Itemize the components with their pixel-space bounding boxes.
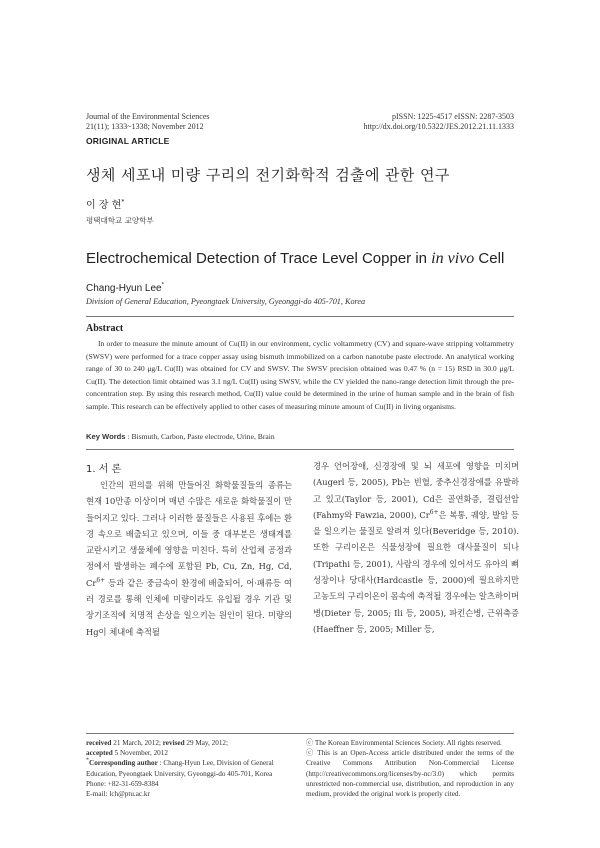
body-right-sup: 6+ <box>429 509 439 517</box>
accepted-line <box>86 748 291 758</box>
body-left-text-2: 등과 같은 중금속이 환경에 배출되어, 어·패류등 여러 경로를 통해 인체에 미량이라도 유입될 경우 기관 및 장기조직에 치명적 손상을 일으키는 원인이 된다. 미량의 Hg이 체내에 축적될 <box>86 577 292 637</box>
section-heading-introduction: 1. 서 론 <box>86 464 122 475</box>
korean-title: 생체 세포내 미량 구리의 전기화학적 검출에 관한 연구 <box>86 166 450 184</box>
body-right-text-1: 경우 언어장애, 신경장애 및 뇌 세포에 영향을 미치며(Augerl 등, 2005), Pb는 빈혈, 중추신경장애를 유발하고 있고(Taylor 등, 2001), Cd은 골연화증, 결립선암(Fahmy와 Fawzia, 2000), Cr <box>313 461 519 520</box>
korean-affiliation: 평택대학교 교양학부 <box>86 216 154 225</box>
revised-label: revised <box>162 739 185 747</box>
footnote-left <box>86 738 291 799</box>
keywords-text: : Bismuth, Carbon, Paste electrode, Urine, Brain <box>125 432 275 441</box>
korean-author-mark: * <box>121 198 125 206</box>
english-author <box>86 283 164 294</box>
keywords-label: Key Words <box>86 432 126 441</box>
body-left-sup: 6+ <box>96 577 106 585</box>
license-notice: ⓒ This is an Open-Access article distributed under the terms of the Creative Commons Attribution Non-Commercial License (http://creativecommons.org/licenses/by-nc/3.0) which permits unrestricted non-commercial use, distribution, and reproduction in any medium, provided the original work is properly cited. <box>306 749 514 799</box>
phone: Phone: +82-31-659-8384 <box>86 779 159 788</box>
article-type: ORIGINAL ARTICLE <box>86 136 170 146</box>
divider-abstract <box>86 449 514 450</box>
english-title-main: Electrochemical Detection of Trace Level Copper in <box>86 250 432 267</box>
received-date: 21 March, 2012; <box>111 739 163 747</box>
revised-date: 29 May, 2012; <box>184 739 229 747</box>
journal-header-right <box>274 112 514 132</box>
english-author-mark: * <box>161 282 164 289</box>
accepted-date: 5 November, 2012 <box>112 749 168 758</box>
keywords <box>86 432 275 441</box>
body-right-text-2: 은 복통, 궤양, 발암 등을 일으키는 물질로 알려져 있다(Beveridge 등, 2010). 또한 구리이온은 식물성장에 필요한 대사물질이 되나(Tripathi 등, 2001), 사람의 경우에 있어서도 유아의 뼈 성장이나 당대사(Hardcastle 등, 2000)에 필요하지만 고농도의 구리이온이 몸속에 축적될 경우에는 알츠하이머병(Dieter 등, 2005; Ili 등, 2005), 파킨슨병, 근위축증(Haeffner 등, 2005; Miller 등, <box>313 509 519 634</box>
english-title-italic: in vivo <box>431 250 475 267</box>
abstract-text: In order to measure the minute amount of Cu(II) in our environment, cyclic voltammetry (CV) and square-wave stripping voltammetry (SWSV) were performed for a trace copper assay using bismuth immobilized on a carbon nanotube paste electrode. An analytical working range of 30 to 240 μg/L Cu(II) was obtained for CV and SWSV. The SWSV precision obtained was 0.47 % (n = 15) RSD in 30.0 μg/L Cu(II). The detection limit obtained was 3.1 ng/L Cu(II) using SWSV, while the CV yielded the nano-range detection limit through the pre-concentration step. By using this research method, Cu(II) value could be determined in the urine of human sample and in the brain of fish sample. This research can be effectively applied to other cases of measuring minute amount of Cu(II) in living organisms. <box>86 339 514 411</box>
divider-top <box>86 316 514 317</box>
abstract-heading: Abstract <box>86 323 124 334</box>
email-link[interactable]: E-mail: lch@ptu.ac.kr <box>86 790 150 799</box>
received-label: received <box>86 739 112 747</box>
body-column-right <box>313 458 519 637</box>
corresponding-author <box>86 758 291 778</box>
english-title-end: Cell <box>474 250 505 267</box>
doi-link[interactable]: http://dx.doi.org/10.5322/JES.2012.21.11.1333 <box>363 122 514 131</box>
english-author-name: Chang-Hyun Lee <box>86 283 162 294</box>
journal-header-left <box>86 112 306 132</box>
journal-name: Journal of the Environmental Sciences <box>86 112 210 121</box>
copyright-notice: ⓒ The Korean Environmental Sciences Society. All rights reserved. <box>306 739 502 747</box>
divider-footnote <box>86 733 514 734</box>
corr-text: : Chang-Hyun Lee, Division of General Education, Pyeongtaek University, Gyeonggi-do 405-701, Korea <box>86 759 274 778</box>
english-title <box>86 250 504 268</box>
accepted-label: accepted <box>86 749 113 758</box>
body-left-text-1: 인간의 편의를 위해 만들어진 화학물질들의 종류는 현재 10만종 이상이며 매년 수많은 새로운 화학물질이 만들어지고 있다. 그러나 이러한 물질들은 사용된 후에는 환경 속으로 배출되고 있으며, 이들 중 대부분은 생태계를 교란시키고 생물체에 영향을 미친다. 특히 산업체 공정과정에서 발생하는 폐수에 포함된 Pb, Cu, Zn, Hg, Cd, Cr <box>86 480 292 588</box>
english-affiliation: Division of General Education, Pyeongtaek University, Gyeonggi-do 405-701, Korea <box>86 297 366 306</box>
journal-volume: 21(11); 1333~1338; November 2012 <box>86 122 204 131</box>
issn: pISSN: 1225-4517 eISSN: 2287-3503 <box>391 112 514 121</box>
footnote-right <box>306 738 514 799</box>
korean-author-name: 이 장 현 <box>86 200 122 211</box>
body-column-left <box>86 477 292 640</box>
dates-line <box>86 738 291 748</box>
corr-label: Corresponding author <box>89 759 158 768</box>
corr-mark: * <box>86 758 89 765</box>
korean-author <box>86 196 124 211</box>
